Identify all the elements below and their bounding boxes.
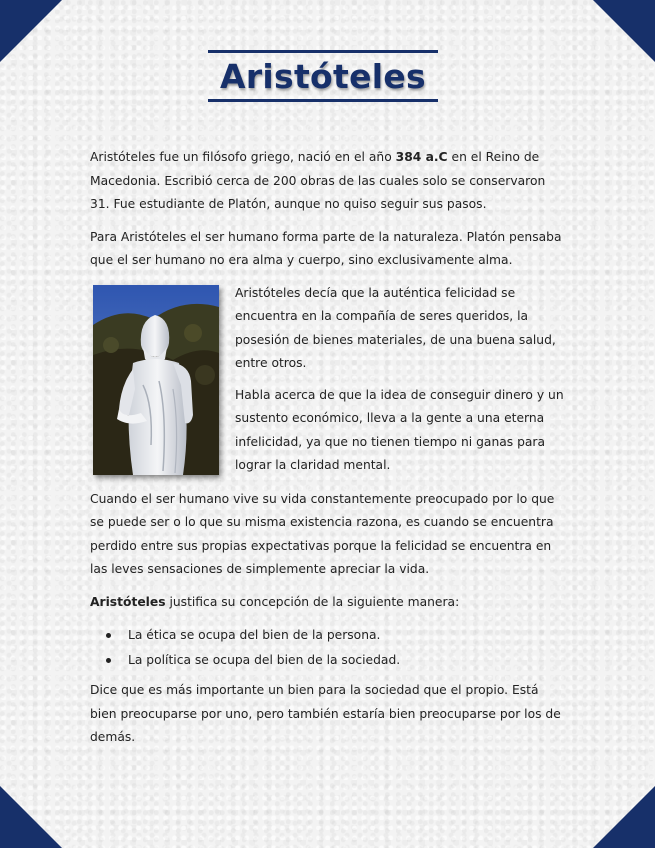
statue-illustration: [93, 285, 219, 475]
corner-decoration-bottom-left: [0, 786, 62, 848]
paragraph-nature: Para Aristóteles el ser humano forma parte de la naturaleza. Platón pensaba que el ser humano no era alma y cuerpo, sino exclusivamente alma.: [90, 229, 562, 267]
list-item-text: La política se ocupa del bien de la sociedad.: [128, 653, 401, 667]
paragraph-conclusion: Dice que es más importante un bien para la sociedad que el propio. Está bien preocuparse por uno, pero también estaría bien preocuparse por los de demás.: [90, 683, 561, 744]
page-title: Aristóteles: [219, 56, 426, 96]
paragraph-happiness: Aristóteles decía que la auténtica felicidad se encuentra en la compañía de seres queridos, la posesión de bienes materiales, de una buena salud, entre otros.: [235, 285, 556, 370]
paragraph-intro-text-end: en el Reino de Macedonia. Escribió cerca de 200 obras de las cuales solo se conservaron 31. Fue estudiante de Platón, aunque no quiso seguir sus pasos.: [90, 150, 546, 211]
title-frame: [208, 50, 438, 102]
list-item: [106, 648, 568, 673]
paragraph-intro-text-start: Aristóteles fue un filósofo griego, nació en el año: [90, 150, 396, 164]
corner-decoration-bottom-right: [593, 786, 655, 848]
image-side-text: [235, 282, 565, 486]
corner-decoration-top-right: [593, 0, 655, 62]
paragraph-money: Habla acerca de que la idea de conseguir dinero y un sustento económico, lleva a la gente a una eterna infelicidad, ya que no tienen tiempo ni ganas para lograr la claridad mental.: [235, 387, 564, 472]
list-item: [106, 623, 568, 648]
aristotle-statue-image: [93, 285, 219, 475]
corner-decoration-top-left: [0, 0, 62, 62]
paragraph-justification-text: justifica su concepción de la siguiente manera:: [165, 594, 460, 609]
list-item-text: La ética se ocupa del bien de la persona.: [128, 628, 381, 642]
bullet-icon: [106, 633, 111, 638]
document-body: [90, 146, 568, 759]
paragraph-justification: [90, 591, 568, 615]
image-with-text: [90, 282, 568, 480]
paragraph-intro: [90, 146, 568, 217]
birth-year: 384 a.C: [395, 150, 448, 164]
author-name-bold: Aristóteles: [90, 594, 166, 609]
bullet-icon: [106, 658, 111, 663]
bullet-list: [90, 623, 568, 673]
paragraph-life: Cuando el ser humano vive su vida constantemente preocupado por lo que se puede ser o lo que su misma existencia razona, es cuando se encuentra perdido entre sus propias expectativas porque la felicidad se encuentra en las leves sensaciones de simplemente apreciar la vida.: [90, 491, 555, 576]
